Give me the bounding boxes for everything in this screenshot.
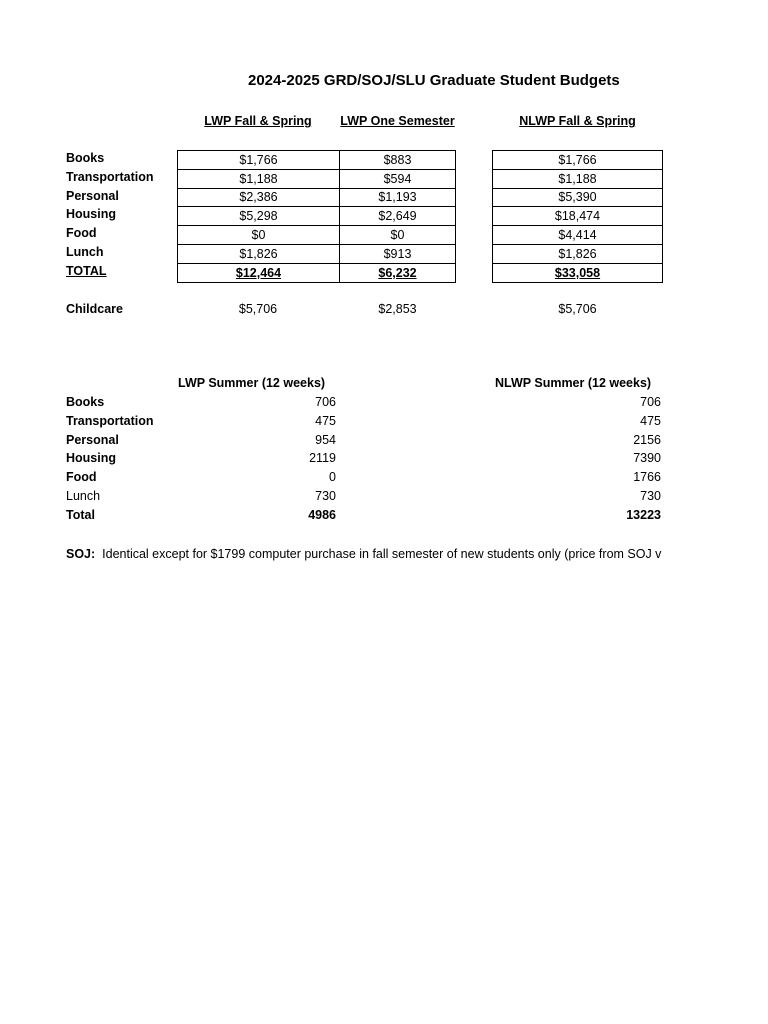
row-label: Transportation [66, 169, 154, 184]
budget-cell-lwp-fall-spring: $5,298 [177, 206, 340, 226]
summer-row-label: Housing [66, 451, 116, 466]
budget-cell-lwp-one-semester: $1,193 [339, 188, 456, 208]
budget-cell-nlwp-fall-spring: $1,826 [492, 244, 663, 264]
childcare-label: Childcare [66, 302, 123, 316]
budget-cell-nlwp-fall-spring: $1,766 [492, 150, 663, 170]
soj-note [66, 547, 666, 561]
budget-cell-lwp-fall-spring: $0 [177, 225, 340, 245]
childcare-lwp-fall-spring: $5,706 [238, 302, 278, 316]
budget-cell-lwp-fall-spring: $12,464 [177, 263, 340, 283]
budget-cell-nlwp-fall-spring: $5,390 [492, 188, 663, 208]
row-label: Food [66, 226, 97, 241]
summer-nlwp-value: 1766 [633, 470, 661, 485]
budget-cell-lwp-one-semester: $913 [339, 244, 456, 264]
summer-lwp-value: 706 [315, 395, 336, 409]
summer-row-label: Transportation [66, 413, 154, 428]
page-title: 2024-2025 GRD/SOJ/SLU Graduate Student Budgets [248, 72, 620, 89]
summer-nlwp-value: 730 [640, 489, 661, 503]
row-label: TOTAL [66, 263, 107, 278]
budget-cell-nlwp-fall-spring: $33,058 [492, 263, 663, 283]
budget-cell-lwp-one-semester: $883 [339, 150, 456, 170]
childcare-lwp-one-semester: $2,853 [378, 302, 417, 316]
summer-nlwp-value: 7390 [633, 451, 661, 466]
budget-cell-nlwp-fall-spring: $4,414 [492, 225, 663, 245]
row-label: Personal [66, 188, 119, 203]
row-label: Housing [66, 207, 116, 222]
summer-nlwp-value: 2156 [633, 432, 661, 447]
summer-lwp-value: 475 [315, 413, 336, 428]
summer-lwp-value: 4986 [308, 507, 336, 522]
summer-row-label: Food [66, 470, 97, 485]
summer-row-label: Books [66, 395, 105, 409]
summer-lwp-value: 2119 [309, 451, 336, 466]
summer-nlwp-value: 13223 [626, 507, 661, 522]
row-label: Lunch [66, 245, 104, 259]
row-label: Books [66, 151, 105, 165]
column-header-lwp-one-semester: LWP One Semester [340, 114, 455, 128]
summer-nlwp-header: NLWP Summer (12 weeks) [495, 376, 652, 390]
childcare-nlwp-fall-spring: $5,706 [558, 302, 597, 316]
summer-row-label: Personal [66, 432, 119, 447]
budget-cell-nlwp-fall-spring: $18,474 [492, 206, 663, 226]
column-header-nlwp-fall-spring: NLWP Fall & Spring [519, 114, 636, 128]
budget-cell-lwp-fall-spring: $1,188 [177, 169, 340, 189]
summer-lwp-header: LWP Summer (12 weeks) [178, 376, 326, 390]
summer-lwp-value: 0 [329, 470, 336, 485]
budget-cell-lwp-one-semester: $594 [339, 169, 456, 189]
budget-cell-lwp-fall-spring: $1,766 [177, 150, 340, 170]
summer-row-label: Total [66, 507, 95, 522]
soj-note-text: Identical except for $1799 computer purchase in fall semester of new students only (price from SOJ v [102, 547, 662, 561]
summer-nlwp-value: 475 [640, 413, 661, 428]
budget-cell-lwp-fall-spring: $2,386 [177, 188, 340, 208]
budget-cell-lwp-one-semester: $2,649 [339, 206, 456, 226]
summer-lwp-value: 730 [315, 489, 336, 503]
summer-lwp-value: 954 [315, 432, 336, 447]
budget-cell-lwp-one-semester: $6,232 [339, 263, 456, 283]
budget-cell-lwp-fall-spring: $1,826 [177, 244, 340, 264]
soj-note-label: SOJ: [66, 547, 96, 561]
budget-cell-lwp-one-semester: $0 [339, 225, 456, 245]
summer-nlwp-value: 706 [640, 395, 661, 409]
budget-cell-nlwp-fall-spring: $1,188 [492, 169, 663, 189]
summer-row-label: Lunch [66, 489, 101, 503]
column-header-lwp-fall-spring: LWP Fall & Spring [204, 114, 312, 128]
